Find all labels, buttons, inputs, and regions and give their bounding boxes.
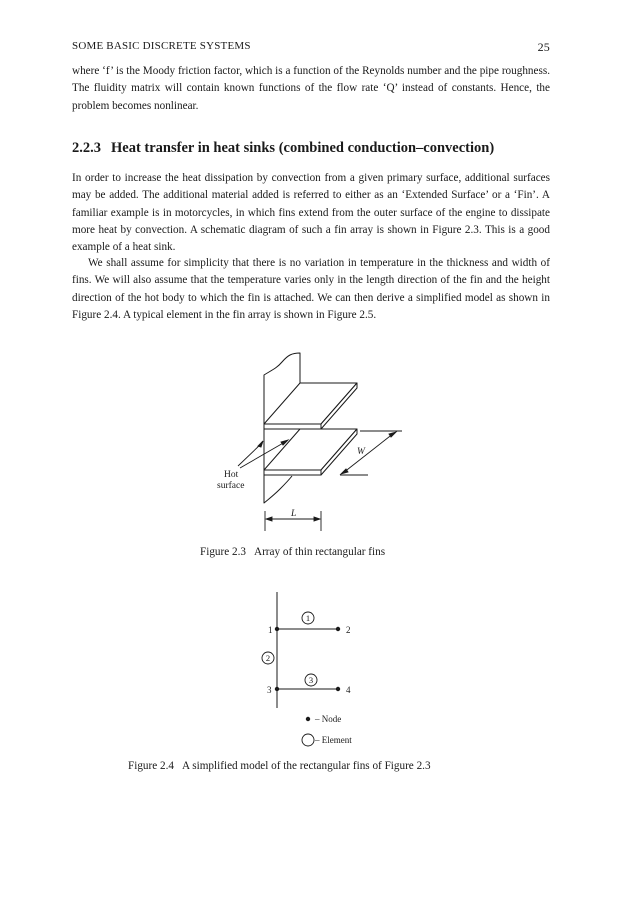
element-3-label: 3 [308,675,314,685]
node-1 [275,627,279,631]
figure-2-4-number: Figure 2.4 [128,760,174,772]
legend-node-label: – Node [315,714,342,724]
node-2-label: 2 [346,625,351,635]
section-number: 2.2.3 [72,140,101,156]
node-2 [336,627,340,631]
paragraph-intro: where ‘f’ is the Moody friction factor, which is a function of the Reynolds number and the pipe roughness. The fluidity matrix will contain known functions of the flow rate ‘Q’ instead of constants. Hence, the problem becomes nonlinear. [72,65,550,112]
legend-node-icon [306,717,310,721]
length-label: L [291,509,297,519]
figure-2-3-number: Figure 2.3 [200,546,246,558]
surface-label: surface [217,481,245,491]
paragraph-extended-surfaces: In order to increase the heat dissipation by convection from a given primary surface, additional surfaces may be added. The additional material added is referred to either as an ‘Extended Surface’ or a ‘Fin’. A familiar example is in motorcycles, in which fins extend from the outer surface of the engine to dissipate more heat by convection. A schematic diagram of such a fin array is shown in Figure 2.3. This is a good example of a heat sink. [72,172,550,254]
element-2-label: 2 [265,653,271,663]
figure-2-4-text: A simplified model of the rectangular fins of Figure 2.3 [182,760,431,772]
node-1-label: 1 [268,625,273,635]
running-title: SOME BASIC DISCRETE SYSTEMS [72,40,251,52]
figure-2-4-caption [128,760,431,772]
node-3-label: 3 [267,685,272,695]
width-label: W [357,447,365,457]
legend-element-label: – Element [315,735,352,745]
node-4-label: 4 [346,685,351,695]
legend-element-icon [302,734,314,746]
section-title: Heat transfer in heat sinks (combined conduction–convection) [111,140,495,156]
figure-2-3-text: Array of thin rectangular fins [254,546,386,558]
hot-label: Hot [224,470,239,480]
page-number: 25 [537,40,550,54]
node-3 [275,687,279,691]
element-1-label: 1 [305,613,311,623]
node-4 [336,687,340,691]
paragraph-assumptions: We shall assume for simplicity that there is no variation in temperature in the thickness and width of fins. We will also assume that the temperature varies only in the length direction of the fin and the height direction of the hot body to which the fin is attached. We can then derive a simplified model as shown in Figure 2.4. A typical element in the fin array is shown in Figure 2.5. [72,257,550,321]
